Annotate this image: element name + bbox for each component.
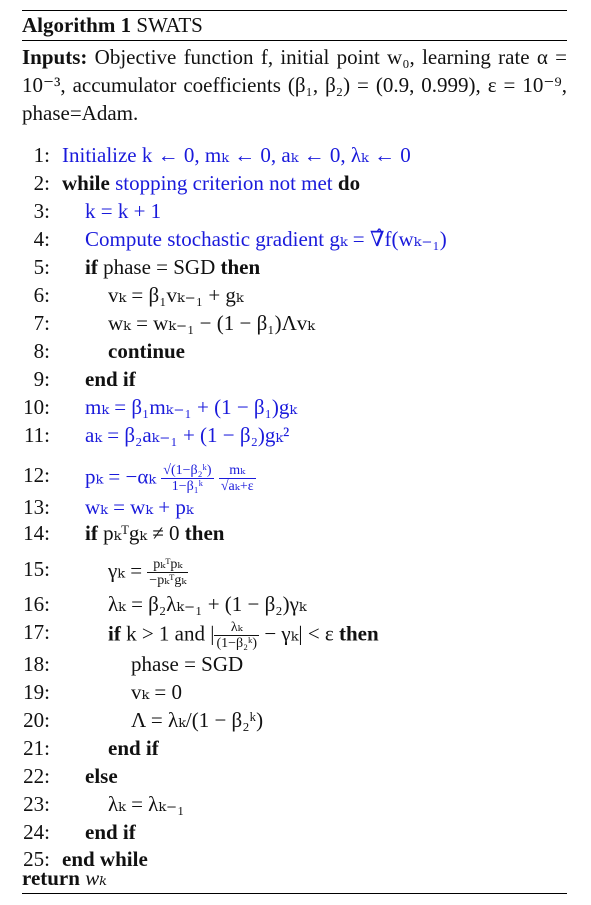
step-content <box>62 143 411 168</box>
fraction-adam-step-numerator: mₖ <box>219 463 256 479</box>
step-number: 5: <box>33 255 50 279</box>
step-content <box>85 227 447 252</box>
step-keyword: if <box>85 255 98 279</box>
step-content <box>85 820 136 845</box>
step-number: 11: <box>23 423 50 447</box>
step-text: Λ = λₖ/(1 − β₂ᵏ) <box>131 708 264 732</box>
return-line <box>22 866 107 891</box>
step-text: λₖ = β₂λₖ₋₁ + (1 − β₂)γₖ <box>108 592 307 616</box>
step-text: Compute stochastic gradient gₖ = ∇̂f(wₖ₋₁) <box>85 227 447 251</box>
step-number: 3: <box>33 199 50 223</box>
step-number: 9: <box>33 367 50 391</box>
step-number: 21: <box>23 736 50 760</box>
step-content <box>131 708 263 733</box>
step-content <box>85 423 289 448</box>
step-text: phase = SGD <box>103 255 216 279</box>
step-content <box>85 764 118 789</box>
step-content <box>131 680 182 705</box>
step-text: pₖᵀgₖ ≠ 0 <box>103 521 180 545</box>
step-text: pₖ = −αₖ <box>85 464 157 489</box>
step-number: 2: <box>33 171 50 195</box>
step-number: 13: <box>23 495 50 519</box>
fraction-adam-step <box>219 463 256 494</box>
step-text: wₖ = wₖ₋₁ − (1 − β₁)Λvₖ <box>108 311 315 335</box>
step-text-tail: − γₖ| < ε <box>264 621 334 646</box>
step-keyword: continue <box>108 339 186 363</box>
step-text: mₖ = β₁mₖ₋₁ + (1 − β₁)gₖ <box>85 395 298 419</box>
step-number: 22: <box>23 764 50 788</box>
bottom-rule <box>22 893 567 894</box>
step-number: 24: <box>23 820 50 844</box>
step-number: 25: <box>23 847 50 871</box>
step-number: 19: <box>23 680 50 704</box>
return-keyword: return <box>22 866 80 890</box>
step-content <box>108 620 379 651</box>
step-text: γₖ = <box>108 558 143 583</box>
step-keyword: then <box>220 255 261 279</box>
inputs-text: Objective function f, initial point w₀, learning rate α = 10⁻³, accumulator coefficients (β₁, β₂) = (0.9, 0.999), ε = 10⁻⁹, phase=Adam. <box>22 45 568 125</box>
step-keyword: if <box>85 521 98 545</box>
fraction-bias-correction-numerator: √(1−β₂ᵏ) <box>163 463 212 478</box>
step-content <box>108 592 307 617</box>
header-rule <box>22 40 567 41</box>
step-keyword: else <box>85 764 118 788</box>
step-keyword: then <box>184 521 225 545</box>
step-keyword: then <box>339 621 379 646</box>
step-number: 18: <box>23 652 50 676</box>
step-content <box>85 495 194 520</box>
fraction-gamma-numerator: pₖᵀpₖ <box>147 557 188 573</box>
fraction-bias-correction <box>161 463 213 494</box>
step-keyword: end while <box>62 847 148 871</box>
inputs-label: Inputs: <box>22 45 88 69</box>
step-content <box>108 736 159 761</box>
step-number: 4: <box>33 227 50 251</box>
step-number: 23: <box>23 792 50 816</box>
step-content <box>85 255 260 280</box>
return-value: wₖ <box>85 866 107 890</box>
inputs-paragraph <box>22 43 567 127</box>
top-rule <box>22 10 567 11</box>
fraction-gamma <box>147 557 188 588</box>
algorithm-name: SWATS <box>136 13 203 37</box>
step-text: aₖ = β₂aₖ₋₁ + (1 − β₂)gₖ² <box>85 423 290 447</box>
step-number: 12: <box>23 463 50 487</box>
step-number: 20: <box>23 708 50 732</box>
step-text: stopping criterion not met <box>115 171 333 195</box>
step-number: 8: <box>33 339 50 363</box>
step-keyword: end if <box>108 736 159 760</box>
step-text: k = k + 1 <box>85 199 162 223</box>
step-content <box>85 199 161 224</box>
step-content <box>108 339 185 364</box>
step-text: λₖ = λₖ₋₁ <box>108 792 185 816</box>
step-keyword: while <box>62 171 110 195</box>
step-content <box>62 171 360 196</box>
step-content <box>85 521 224 546</box>
step-number: 17: <box>23 620 50 644</box>
step-content <box>108 311 315 336</box>
step-keyword: do <box>337 171 361 195</box>
step-content <box>131 652 243 677</box>
step-content <box>108 283 244 308</box>
algorithm-title <box>22 12 203 38</box>
step-number: 10: <box>23 395 50 419</box>
step-content <box>85 367 136 392</box>
step-text: wₖ = wₖ + pₖ <box>85 495 194 519</box>
step-keyword: end if <box>85 367 136 391</box>
step-content <box>108 557 188 588</box>
step-text: vₖ = β₁vₖ₋₁ + gₖ <box>108 283 244 307</box>
fraction-bias-correction-denominator: 1−β₁ᵏ <box>171 479 204 494</box>
step-number: 16: <box>23 592 50 616</box>
step-text: phase = SGD <box>131 652 244 676</box>
fraction-lambda-corrected-denominator: (1−β₂ᵏ) <box>216 636 258 651</box>
step-text: Initialize k ← 0, mₖ ← 0, aₖ ← 0, λₖ ← 0 <box>62 143 411 167</box>
step-content <box>85 463 256 494</box>
step-keyword: end if <box>85 820 136 844</box>
step-number: 6: <box>33 283 50 307</box>
fraction-lambda-corrected <box>214 620 259 651</box>
fraction-adam-step-denominator: √aₖ+ε <box>220 479 254 494</box>
step-text: k > 1 and | <box>126 621 215 646</box>
step-content <box>85 395 297 420</box>
step-number: 14: <box>23 521 50 545</box>
fraction-gamma-denominator: −pₖᵀgₖ <box>149 573 187 588</box>
fraction-lambda-corrected-numerator: λₖ <box>214 620 259 636</box>
step-content <box>108 792 184 817</box>
algorithm-label: Algorithm 1 <box>22 13 132 37</box>
step-keyword: if <box>108 621 121 646</box>
step-text: vₖ = 0 <box>131 680 183 704</box>
step-number: 1: <box>33 143 50 167</box>
step-number: 15: <box>23 557 50 581</box>
step-number: 7: <box>33 311 50 335</box>
